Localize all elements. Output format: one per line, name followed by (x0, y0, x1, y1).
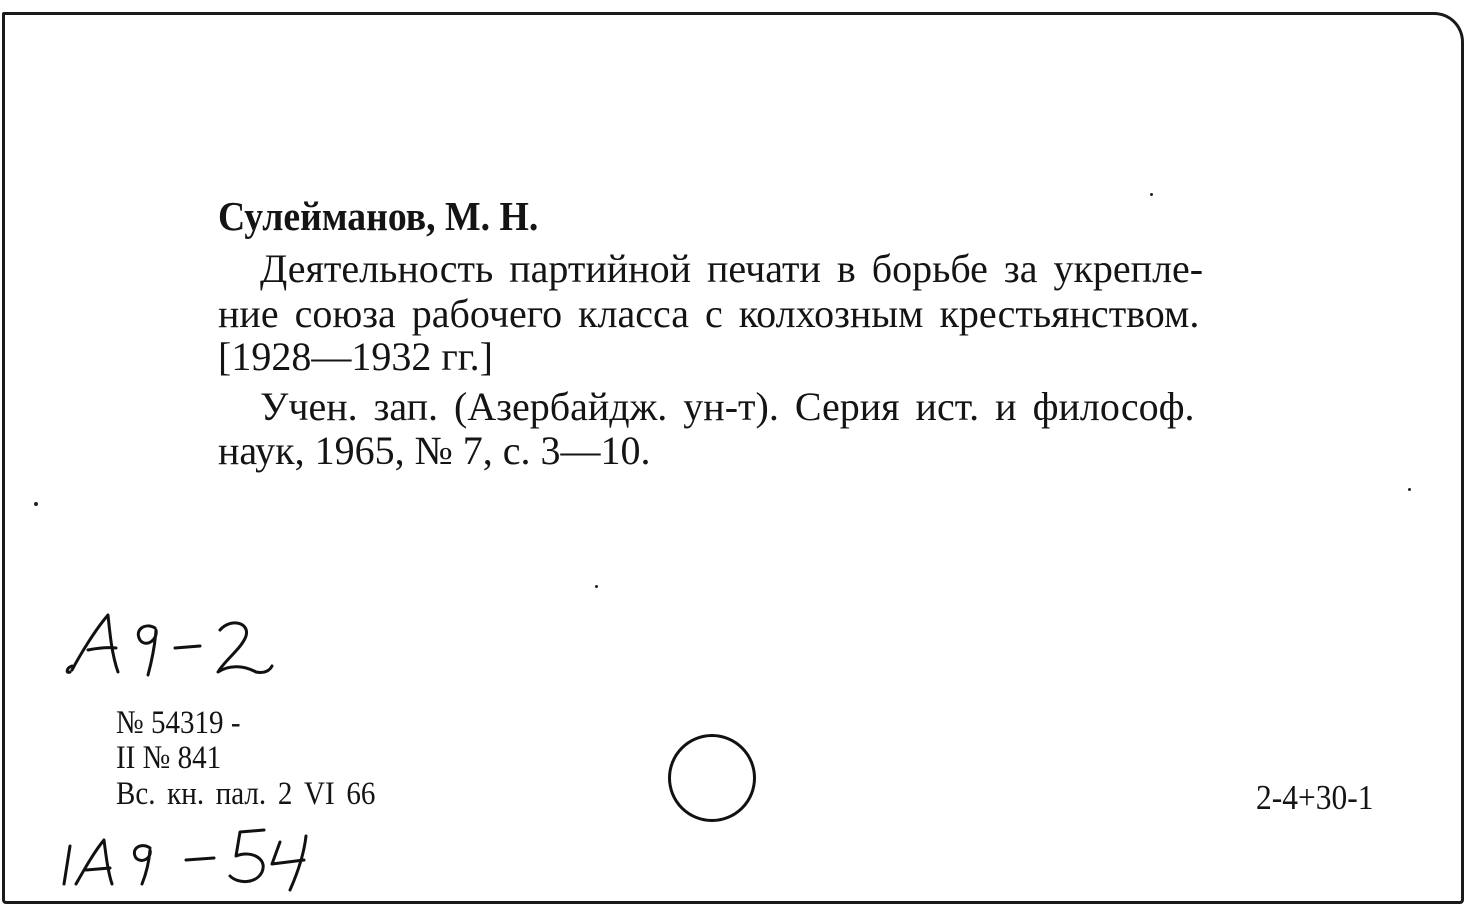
paper-speck (1408, 488, 1411, 491)
title-line-3: [1928—1932 гг.] (218, 334, 493, 379)
handwritten-shelfmark-top (60, 600, 290, 690)
author-heading: Сулейманов, М. Н. (218, 193, 539, 239)
chamber-imprint: Вс. кн. пал. 2 VI 66 (116, 776, 376, 812)
paper-speck (595, 585, 598, 588)
title-line-1: Деятельность партийной печати в борьбе за укрепле- (260, 246, 1204, 291)
paper-speck (34, 502, 38, 506)
registration-number: II № 841 (116, 740, 222, 776)
source-line-2: наук, 1965, № 7, с. 3—10. (218, 428, 651, 473)
classification-code: 2-4+30-1 (1256, 778, 1374, 817)
accession-number: № 54319 - (116, 705, 241, 741)
title-line-2: ние союза рабочего класса с колхозным крестьянством. (218, 291, 1200, 336)
paper-speck (1150, 193, 1153, 196)
punch-hole-circle (668, 734, 756, 822)
handwritten-shelfmark-bottom (58, 818, 338, 898)
source-line-1: Учен. зап. (Азербайдж. ун-т). Серия ист. и философ. (260, 384, 1195, 429)
